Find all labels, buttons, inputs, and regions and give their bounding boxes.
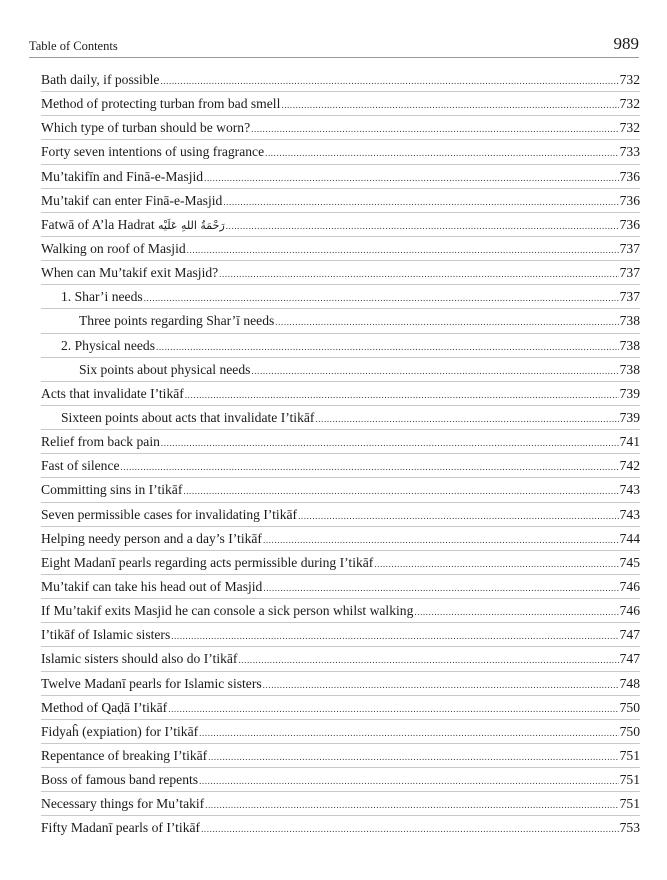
dot-leader <box>263 535 619 545</box>
toc-entry-page: 738 <box>619 361 640 377</box>
dot-leader <box>281 100 618 110</box>
dot-leader <box>171 631 618 641</box>
toc-entry[interactable] <box>0 478 667 502</box>
toc-entry-page: 751 <box>619 748 640 763</box>
dot-leader <box>219 269 618 279</box>
honorific-arabic-text: رَحْمَةُ اللهِ عَلَيْه <box>158 218 225 232</box>
toc-entry-title: Necessary things for Mu’takif <box>41 796 205 812</box>
running-header-title: Table of Contents <box>29 39 118 53</box>
toc-entry-title: Mu’takif can take his head out of Masjid <box>41 579 263 595</box>
toc-entry-title: Which type of turban should be worn? <box>41 120 251 136</box>
toc-entry-page: 732 <box>619 72 640 88</box>
toc-subentry[interactable] <box>0 309 667 333</box>
toc-entry-title: If Mu’takif exits Masjid he can console a sick person whilst walking <box>41 603 414 619</box>
toc-entry[interactable] <box>0 165 667 189</box>
toc-entry[interactable] <box>0 816 667 840</box>
dot-leader <box>263 583 618 593</box>
toc-entry-title: Repentance of breaking I’tikāf <box>41 748 208 763</box>
toc-entry-title: Sixteen points about acts that invalidate I’tikāf <box>61 410 315 426</box>
toc-entry-page: 738 <box>619 337 640 353</box>
toc-entry-page: 751 <box>619 772 640 788</box>
dot-leader <box>183 486 618 496</box>
toc-entry-title-text: Fatwā of A’la Hadrat <box>41 216 159 232</box>
toc-entry-title: Mu’takifīn and Finā-e-Masjid <box>41 168 204 184</box>
dot-leader <box>238 655 618 665</box>
dot-leader <box>205 800 618 810</box>
toc-entry-title: Acts that invalidate I’tikāf <box>41 385 184 401</box>
toc-entry[interactable] <box>0 454 667 478</box>
toc-entry-title: Committing sins in I’tikāf <box>41 482 183 498</box>
toc-entry-title <box>41 217 225 233</box>
dot-leader <box>160 76 618 86</box>
toc-entry[interactable] <box>0 768 667 792</box>
toc-subentry[interactable] <box>0 358 667 382</box>
toc-entry-title: Eight Madanī pearls regarding acts permissible during I’tikāf <box>41 554 374 570</box>
dot-leader <box>204 173 619 183</box>
toc-entry-title: Seven permissible cases for invalidating I’tikāf <box>41 506 298 522</box>
toc-entry-title: Relief from back pain <box>41 434 160 450</box>
dot-leader <box>298 511 619 521</box>
toc-entry-page: 736 <box>619 216 640 232</box>
toc-entry[interactable] <box>0 503 667 527</box>
toc-subentry[interactable] <box>0 285 667 309</box>
toc-entry[interactable] <box>0 551 667 575</box>
page-number: 989 <box>613 34 639 53</box>
toc-entry-title: Boss of famous band repents <box>41 772 199 788</box>
toc-entry-title: When can Mu’takif exit Masjid? <box>41 265 219 281</box>
toc-entry-title: Method of protecting turban from bad smell <box>41 96 281 112</box>
toc-entry-page: 750 <box>619 699 640 715</box>
toc-entry-page: 750 <box>619 723 640 739</box>
dot-leader <box>251 366 618 376</box>
toc-entry-page: 742 <box>619 458 640 474</box>
toc-entry-title: Helping needy person and a day’s I’tikāf <box>41 530 262 546</box>
toc-entry[interactable] <box>0 189 667 213</box>
toc-entry[interactable] <box>0 68 667 92</box>
toc-entry-page: 739 <box>619 410 640 426</box>
dot-leader <box>265 148 619 158</box>
dot-leader <box>275 317 618 327</box>
dot-leader <box>168 704 618 714</box>
toc-entry[interactable] <box>0 720 667 744</box>
toc-entry[interactable] <box>0 92 667 116</box>
toc-entry-title: Twelve Madanī pearls for Islamic sisters <box>41 675 262 691</box>
dot-leader <box>121 462 619 472</box>
toc-entry-page: 744 <box>619 530 640 546</box>
toc-entry-title: Fidyaĥ (expiation) for I’tikāf <box>41 723 199 739</box>
dot-leader <box>187 245 619 255</box>
toc-entry-title: Three points regarding Shar’ī needs <box>79 313 275 329</box>
toc-entry-page: 753 <box>619 820 640 836</box>
toc-entry-page: 746 <box>619 579 640 595</box>
toc-entry-page: 743 <box>619 506 640 522</box>
toc-entry[interactable] <box>0 744 667 768</box>
dot-leader <box>226 221 619 231</box>
toc-entry[interactable] <box>0 696 667 720</box>
toc-entry-page: 747 <box>619 627 640 643</box>
dot-leader <box>251 124 618 134</box>
dot-leader <box>374 559 618 569</box>
toc-entry-title: Mu’takif can enter Finā-e-Masjid <box>41 192 223 208</box>
toc-entry-page: 736 <box>619 168 640 184</box>
toc-entry-title: Forty seven intentions of using fragrance <box>41 144 265 160</box>
dot-leader <box>315 414 618 424</box>
toc-subentry[interactable] <box>0 334 667 358</box>
dot-leader <box>185 390 619 400</box>
toc-entry[interactable] <box>0 672 667 696</box>
toc-entry-title: Bath daily, if possible <box>41 72 160 88</box>
dot-leader <box>263 680 619 690</box>
toc-entry[interactable] <box>0 647 667 671</box>
toc-entry-page: 746 <box>619 603 640 619</box>
toc-entry-page: 738 <box>619 313 640 329</box>
toc-entry[interactable] <box>0 213 667 237</box>
dot-leader <box>156 342 619 352</box>
toc-entry[interactable] <box>0 237 667 261</box>
toc-entry-page: 747 <box>619 651 640 667</box>
toc-entry-page: 733 <box>619 144 640 160</box>
toc-entry-title: Method of Qaḍā I’tikāf <box>41 699 168 715</box>
toc-entry-title: 2. Physical needs <box>61 337 156 353</box>
toc-entry[interactable] <box>0 575 667 599</box>
toc-entry[interactable] <box>0 261 667 285</box>
toc-entry-title: Walking on roof of Masjid <box>41 241 186 257</box>
toc-entry-page: 737 <box>619 241 640 257</box>
toc-entry-page: 743 <box>619 482 640 498</box>
toc-entry[interactable] <box>0 140 667 164</box>
toc-entry[interactable] <box>0 527 667 551</box>
page-header <box>29 22 639 58</box>
dot-leader <box>414 607 618 617</box>
toc-entry-title: Fast of silence <box>41 458 120 474</box>
toc-entry[interactable] <box>0 792 667 816</box>
toc-entry[interactable] <box>0 116 667 140</box>
toc-entry-page: 751 <box>619 796 640 812</box>
toc-entry-title: Fifty Madanī pearls of I’tikāf <box>41 820 201 836</box>
toc-entry-page: 736 <box>619 192 640 208</box>
toc-entry[interactable] <box>0 599 667 623</box>
dot-leader <box>201 824 619 834</box>
toc-entry[interactable] <box>0 430 667 454</box>
dot-leader <box>208 752 618 762</box>
toc-entry-page: 739 <box>619 385 640 401</box>
toc-entry-page: 741 <box>619 434 640 450</box>
dot-leader <box>144 293 619 303</box>
toc-entry-page: 732 <box>619 96 640 112</box>
toc-entry-title: 1. Shar’i needs <box>61 289 143 305</box>
toc-entry-page: 748 <box>619 675 640 691</box>
dot-leader <box>223 197 618 207</box>
dot-leader <box>199 728 618 738</box>
dot-leader <box>161 438 619 448</box>
toc-entry-page: 737 <box>619 265 640 281</box>
toc-entry-page: 745 <box>619 554 640 570</box>
toc-subentry[interactable] <box>0 406 667 430</box>
toc-entry-title: Six points about physical needs <box>79 361 251 377</box>
toc-entry-title: Islamic sisters should also do I’tikāf <box>41 651 238 667</box>
toc-entry[interactable] <box>0 623 667 647</box>
dot-leader <box>199 776 619 786</box>
toc-entry-page: 732 <box>619 120 640 136</box>
toc-entry-title: I’tikāf of Islamic sisters <box>41 627 171 643</box>
toc-entry[interactable] <box>0 382 667 406</box>
toc-entry-page: 737 <box>619 289 640 305</box>
toc-list <box>0 68 667 841</box>
